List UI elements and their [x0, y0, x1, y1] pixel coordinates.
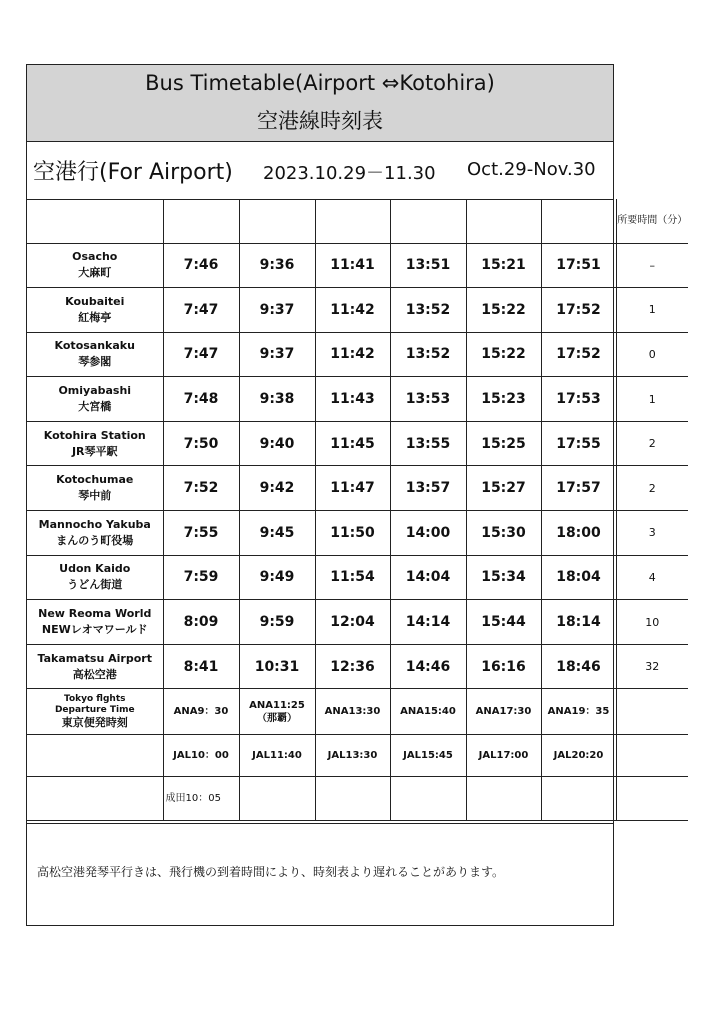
- route-name: 空港行(For Airport): [33, 160, 233, 185]
- stop-name-cell: [27, 466, 163, 511]
- departure-time: 11:42: [315, 288, 390, 333]
- route-row: [27, 141, 613, 200]
- departure-time: 7:59: [163, 555, 239, 600]
- flight-ana: ANA15:40: [390, 689, 466, 735]
- stop-row: [27, 243, 688, 288]
- departure-time: 9:36: [239, 243, 315, 288]
- empty-cell: [390, 777, 466, 821]
- required-minutes: 0: [616, 332, 688, 377]
- flight-ana: ANA13:30: [315, 689, 390, 735]
- departure-time: 15:30: [466, 511, 541, 556]
- stop-name-jp: 紅梅亭: [78, 310, 112, 324]
- stop-row: [27, 555, 688, 600]
- departure-time: 13:55: [390, 421, 466, 466]
- departure-time: 7:55: [163, 511, 239, 556]
- departure-time: 15:21: [466, 243, 541, 288]
- required-minutes: 2: [616, 466, 688, 511]
- flight-jal: JAL11:40: [239, 735, 315, 777]
- stop-name-cell: [27, 332, 163, 377]
- stop-name-cell: [27, 555, 163, 600]
- flight-label-en: Tokyo flghts: [64, 693, 126, 704]
- stop-name-jp: まんのう町役場: [56, 533, 134, 547]
- stop-name-jp: 琴参閣: [78, 355, 112, 369]
- stop-name-cell: [27, 511, 163, 556]
- departure-time: 11:45: [315, 421, 390, 466]
- empty-cell: [315, 777, 390, 821]
- flight-ana: ANA17:30: [466, 689, 541, 735]
- stop-name-jp: 高松空港: [72, 667, 117, 681]
- required-minutes: 32: [616, 644, 688, 689]
- departure-time: 13:57: [390, 466, 466, 511]
- stop-name-cell: [27, 644, 163, 689]
- empty-cell: [27, 777, 163, 821]
- flight-ana: ANA19：35: [541, 689, 616, 735]
- stop-name-en: Udon Kaido: [59, 562, 131, 576]
- departure-time: 15:27: [466, 466, 541, 511]
- departure-time: 15:22: [466, 288, 541, 333]
- departure-time: 17:52: [541, 332, 616, 377]
- title-japanese: 空港線時刻表: [257, 109, 383, 133]
- stop-row: [27, 377, 688, 422]
- stop-row: [27, 600, 688, 645]
- stop-row: [27, 421, 688, 466]
- flight-jal: JAL13:30: [315, 735, 390, 777]
- empty-cell: [27, 735, 163, 777]
- flight-jal: JAL10：00: [163, 735, 239, 777]
- flight-row-narita: [27, 777, 688, 821]
- header-cell: [466, 199, 541, 243]
- departure-time: 7:48: [163, 377, 239, 422]
- departure-time: 13:53: [390, 377, 466, 422]
- route-date-range: Oct.29-Nov.30: [467, 159, 596, 180]
- departure-time: 14:46: [390, 644, 466, 689]
- departure-time: 13:51: [390, 243, 466, 288]
- departure-time: 18:00: [541, 511, 616, 556]
- departure-time: 9:38: [239, 377, 315, 422]
- stop-name-en: Osacho: [72, 250, 118, 264]
- timetable: [27, 199, 688, 821]
- departure-time: 17:57: [541, 466, 616, 511]
- departure-time: 15:34: [466, 555, 541, 600]
- departure-time: 16:16: [466, 644, 541, 689]
- stop-name-jp: うどん街道: [67, 578, 123, 592]
- empty-cell: [616, 735, 688, 777]
- flight-ana: ANA11:25 （那覇）: [239, 689, 315, 735]
- departure-time: 7:47: [163, 332, 239, 377]
- stop-name-en: Kotosankaku: [54, 339, 135, 353]
- flight-row-jal: [27, 735, 688, 777]
- stop-name-en: Kotohira Station: [43, 428, 146, 442]
- header-cell: [239, 199, 315, 243]
- departure-time: 7:46: [163, 243, 239, 288]
- departure-time: 9:42: [239, 466, 315, 511]
- stop-row: [27, 288, 688, 333]
- required-minutes: 1: [616, 377, 688, 422]
- departure-time: 9:59: [239, 600, 315, 645]
- header-row: [27, 199, 688, 243]
- departure-time: 14:14: [390, 600, 466, 645]
- flight-row-ana: [27, 689, 688, 735]
- departure-time: 11:43: [315, 377, 390, 422]
- flight-label-jp: 東京便発時刻: [61, 715, 128, 729]
- header-cell: [390, 199, 466, 243]
- stop-name-en: New Reoma World: [38, 607, 152, 621]
- title-box: [27, 65, 613, 142]
- departure-time: 15:25: [466, 421, 541, 466]
- stop-name-jp: 大麻町: [78, 266, 112, 280]
- departure-time: 15:22: [466, 332, 541, 377]
- departure-time: 13:52: [390, 288, 466, 333]
- flight-label-en: Departure Time: [54, 704, 135, 715]
- stop-row: [27, 466, 688, 511]
- flight-label-cell: [27, 689, 163, 735]
- departure-time: 9:49: [239, 555, 315, 600]
- departure-time: 14:00: [390, 511, 466, 556]
- departure-time: 9:40: [239, 421, 315, 466]
- stop-name-en: Kotochumae: [56, 473, 134, 487]
- empty-cell: [616, 777, 688, 821]
- flight-jal: JAL20:20: [541, 735, 616, 777]
- stop-name-cell: [27, 243, 163, 288]
- timetable-sheet: [26, 64, 688, 926]
- departure-time: 18:04: [541, 555, 616, 600]
- departure-time: 11:54: [315, 555, 390, 600]
- stop-name-en: Koubaitei: [65, 294, 125, 308]
- route-date: 2023.10.29－11.30: [263, 163, 436, 184]
- flight-jal: JAL15:45: [390, 735, 466, 777]
- stop-name-en: Takamatsu Airport: [37, 651, 152, 665]
- empty-cell: [466, 777, 541, 821]
- required-minutes: 4: [616, 555, 688, 600]
- stop-name-jp: JR琴平駅: [71, 444, 118, 458]
- departure-time: 13:52: [390, 332, 466, 377]
- departure-time: 14:04: [390, 555, 466, 600]
- stop-name-en: Mannocho Yakuba: [38, 517, 151, 531]
- departure-time: 17:52: [541, 288, 616, 333]
- header-cell: [315, 199, 390, 243]
- departure-time: 7:50: [163, 421, 239, 466]
- stop-name-jp: 大宮橋: [78, 400, 112, 414]
- flight-jal: JAL17:00: [466, 735, 541, 777]
- departure-time: 15:44: [466, 600, 541, 645]
- departure-time: 11:41: [315, 243, 390, 288]
- empty-cell: [616, 689, 688, 735]
- departure-time: 12:36: [315, 644, 390, 689]
- stop-name-jp: NEWレオマワールド: [41, 623, 148, 637]
- stop-name-cell: [27, 288, 163, 333]
- title-english: Bus Timetable(Airport ⇔Kotohira): [145, 71, 495, 95]
- required-minutes: 1: [616, 288, 688, 333]
- departure-time: 12:04: [315, 600, 390, 645]
- required-minutes: 3: [616, 511, 688, 556]
- stop-name-cell: [27, 421, 163, 466]
- departure-time: 9:37: [239, 332, 315, 377]
- departure-time: 11:50: [315, 511, 390, 556]
- flight-narita: 成田10：05: [163, 777, 239, 821]
- departure-time: 8:09: [163, 600, 239, 645]
- flight-ana: ANA9：30: [163, 689, 239, 735]
- stop-name-cell: [27, 377, 163, 422]
- header-cell: [27, 199, 163, 243]
- departure-time: 17:55: [541, 421, 616, 466]
- departure-time: 18:46: [541, 644, 616, 689]
- required-minutes: –: [616, 243, 688, 288]
- departure-time: 18:14: [541, 600, 616, 645]
- departure-time: 7:52: [163, 466, 239, 511]
- departure-time: 9:37: [239, 288, 315, 333]
- notice-box: [27, 823, 613, 926]
- departure-time: 8:41: [163, 644, 239, 689]
- header-cell: [541, 199, 616, 243]
- departure-time: 15:23: [466, 377, 541, 422]
- empty-cell: [239, 777, 315, 821]
- notice-text: 高松空港発琴平行きは、飛行機の到着時間により、時刻表より遅れることがあります。: [37, 865, 505, 879]
- stop-row: [27, 511, 688, 556]
- stop-name-en: Omiyabashi: [58, 384, 132, 398]
- empty-cell: [541, 777, 616, 821]
- stop-name-jp: 琴中前: [78, 489, 112, 503]
- stop-name-cell: [27, 600, 163, 645]
- stop-row: [27, 332, 688, 377]
- departure-time: 17:53: [541, 377, 616, 422]
- departure-time: 9:45: [239, 511, 315, 556]
- departure-time: 11:42: [315, 332, 390, 377]
- departure-time: 7:47: [163, 288, 239, 333]
- required-minutes: 2: [616, 421, 688, 466]
- departure-time: 11:47: [315, 466, 390, 511]
- header-cell: [163, 199, 239, 243]
- required-time-header: 所要時間（分）: [616, 199, 688, 243]
- departure-time: 10:31: [239, 644, 315, 689]
- required-minutes: 10: [616, 600, 688, 645]
- departure-time: 17:51: [541, 243, 616, 288]
- stop-row: [27, 644, 688, 689]
